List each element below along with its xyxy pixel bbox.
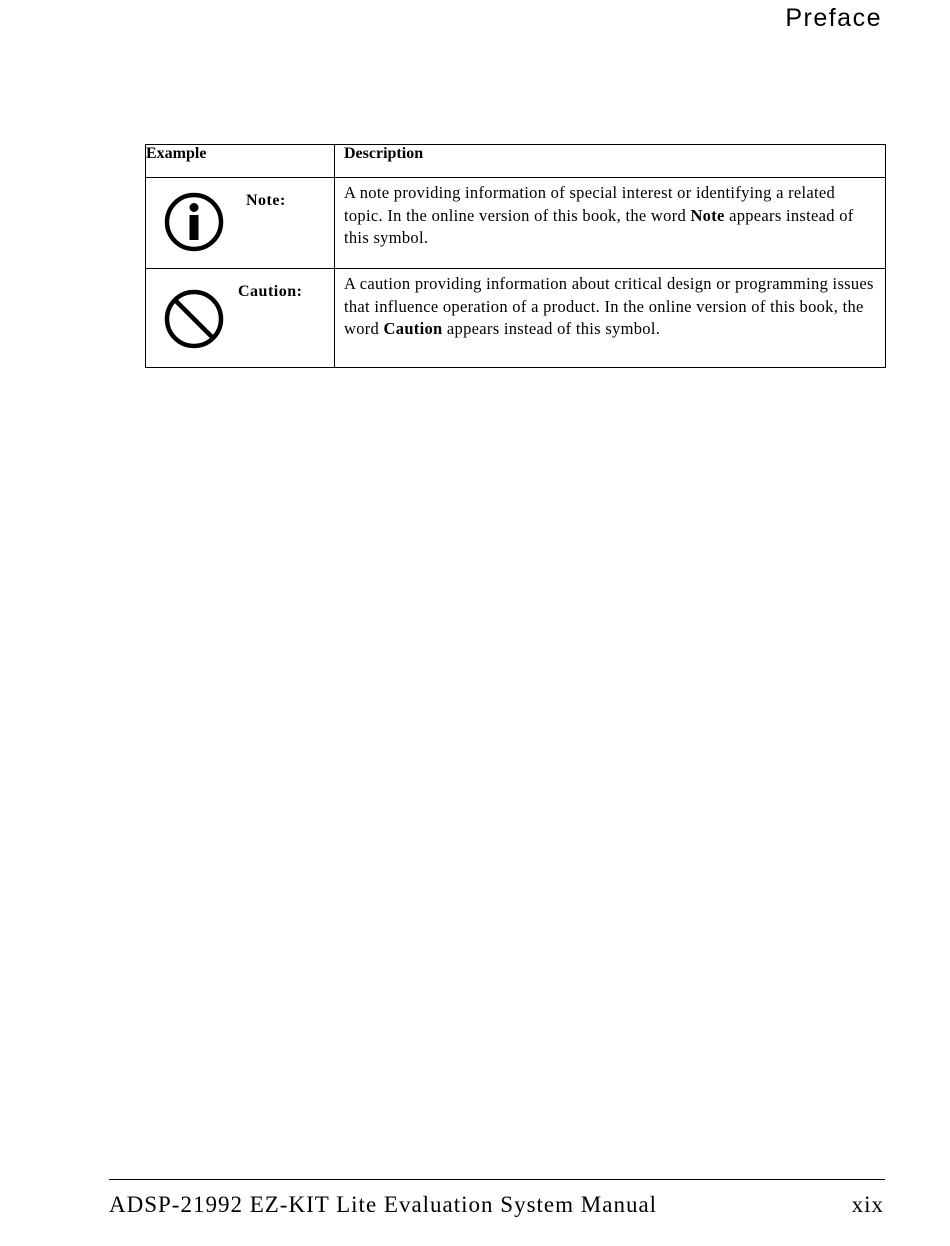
example-cell — [146, 178, 335, 269]
footer-manual-title: ADSP-21992 EZ-KIT Lite Evaluation System Manual — [109, 1192, 658, 1217]
note-label: Note: — [246, 192, 286, 209]
footer-divider — [109, 1179, 885, 1180]
example-cell — [146, 269, 335, 368]
table-row — [146, 269, 886, 368]
caution-label: Caution: — [238, 283, 303, 300]
column-header-example: Example — [146, 145, 335, 178]
note-info-icon — [162, 190, 226, 254]
caution-prohibit-icon — [162, 287, 226, 351]
column-header-description: Description — [335, 145, 886, 178]
conventions-table — [145, 144, 886, 368]
caution-description-text-end: appears instead of this symbol. — [442, 319, 661, 338]
table-row — [146, 178, 886, 269]
running-header: Preface — [785, 4, 882, 32]
note-description-text: A note providing information of special interest or identifying a related topic. In the online version of this book, the word — [344, 183, 836, 225]
caution-description-text: A caution providing information about critical design or programming issues that influence operation of a product. In the online version of this book, the word — [344, 274, 874, 338]
caution-keyword: Caution — [383, 319, 443, 338]
note-description-text-end: appears instead of this symbol. — [344, 205, 854, 247]
footer-page-number: xix — [851, 1192, 884, 1217]
description-cell — [335, 269, 886, 368]
note-keyword: Note — [690, 205, 725, 225]
description-cell — [335, 178, 886, 269]
table-header-row — [146, 145, 886, 178]
